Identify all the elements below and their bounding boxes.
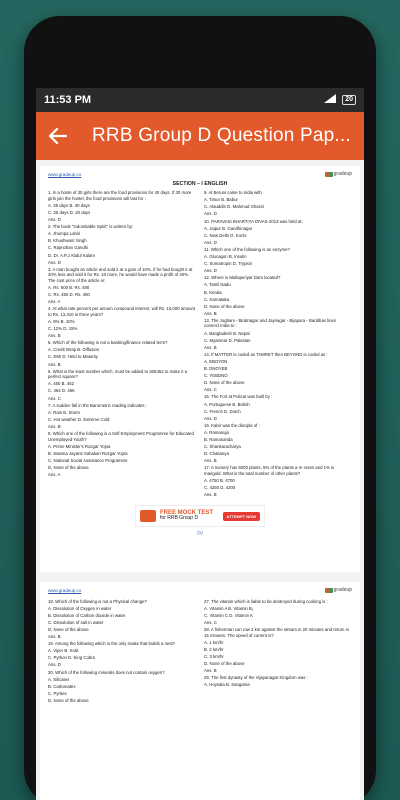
question-line: 15. The Fort at Pulicat was built by : [204, 394, 273, 400]
question-line: A. Ramanuja [204, 429, 229, 435]
question-line: C. Myanmar D. Pakistan [204, 337, 251, 343]
question-line: Ans. A [48, 299, 61, 305]
question-line: Ans. C [48, 395, 61, 401]
question-line: A. Silicates [48, 676, 70, 682]
question-line: 7. A sudden fall in the Barometric reading indicates : [48, 402, 147, 408]
question-line: 20. Which of the following minerals does not contain oxygen? [48, 669, 165, 675]
page-url[interactable]: www.gradeup.co [48, 172, 82, 177]
page-title: RRB Group D Question Pap... [92, 125, 351, 146]
question-line: B. Dissolution of Carbon dioxide in water [48, 612, 126, 618]
question-line: 13. The Jogbani - Biratnagar and Jaynagar - Bijapura - Bardibas lines connect India to : [204, 317, 337, 329]
question-line: A. Jaipur B. Gandhinagar [204, 225, 253, 231]
question-line: Ans. B [204, 344, 217, 350]
question-line: B. Carbonates [48, 683, 76, 689]
question-line: A. Timur B. Babur [204, 197, 238, 203]
question-line: Ans. B [204, 458, 217, 464]
question-line: A. 460 B. 462 [48, 381, 75, 387]
question-line: A. Bangladesh B. Nepal [204, 330, 250, 336]
status-bar [36, 88, 364, 112]
question-line: C. Pyrites [48, 690, 67, 696]
attempt-now-button[interactable]: ATTEMPT NOW [223, 512, 260, 522]
phone-screen [36, 88, 364, 800]
question-line: Ans. B [204, 668, 217, 674]
status-time: 11:53 PM [44, 94, 92, 106]
question-line: D. None of the above [204, 303, 245, 309]
question-line: B. Khushwant Singh [48, 238, 87, 244]
question-line: Ans. D [48, 662, 61, 668]
question-line: C. 25 days D. 20 days [48, 209, 91, 215]
question-line: 12. Where is Mullaperiyar Dam located? [204, 275, 281, 281]
signal-icon [324, 94, 336, 106]
question-line: Ans. D [204, 268, 217, 274]
question-line: A. Viper B. Krait [48, 648, 79, 654]
question-line: Ans. B [204, 310, 217, 316]
question-line: D. None of the above [204, 380, 245, 386]
question-line: 17. A nursery has 5000 plants. 5% of the plants a re roses and 1% is marigold. What is the total number of other plants? [204, 465, 335, 476]
question-line: D. Dr. A.P.J Abdul Kalam [48, 252, 95, 258]
question-line: 19. Among the following which is the only snake that builds a nest? [48, 641, 176, 647]
question-line: A. Credit Wrap B. Diffusion [48, 347, 100, 353]
question-line: Ans. D [204, 415, 217, 421]
question-line: C. Shankaracharya [204, 444, 241, 450]
question-line: Ans. D [48, 217, 61, 223]
question-line: A. Portuguese B. British [204, 401, 250, 407]
question-line: B. Kerala [204, 289, 222, 295]
question-line: C. Hot weather D. Extreme Cold [48, 416, 110, 422]
question-line: C. National Social Assistance Programme [48, 457, 128, 463]
question-line: Ans. C [204, 387, 217, 393]
question-line: B. 2 km/hr [204, 646, 224, 652]
question-line: D. Chaitanya [204, 451, 229, 457]
question-line: C. 4250 D. 4200 [204, 485, 236, 491]
back-arrow-icon [49, 128, 67, 144]
gradeup-logo: gradeup [325, 172, 352, 178]
question-line: 1. In a hoste of 30 girls there are the food provisions for 40 days. If 30 more girls join the hostel, the food provisions will last for : [48, 190, 192, 201]
question-line: B. Swarna Jayanti Sahakari Rozgar Yojna [48, 450, 128, 456]
question-line: 27. The vitamin which is liable to be destroyed during cooking is : [204, 598, 328, 604]
question-line: Ans. D [204, 239, 217, 245]
question-line: C. Alauddin D. Mahmud Ghazni [204, 204, 265, 210]
question-line: A. 4750 B. 4700 [204, 478, 235, 484]
section-heading: SECTION – I ENGLISH [172, 180, 228, 187]
question-line: 11. Which one of the following is an enzyme? [204, 246, 290, 252]
banner-title: FREE MOCK TEST [160, 509, 214, 516]
app-bar [36, 112, 364, 160]
question-line: 16. Kabir was the disciple of : [204, 422, 260, 428]
question-line: 8. Which one of the following is a Self-Employment Programme for Educated Unemployed Youth? [48, 430, 194, 442]
question-line: A. Tamil Nadu [204, 282, 231, 288]
question-line: 10. PARAVASI BHARTIYA DIVAS-2013 was held at: [204, 218, 303, 224]
question-line: 5. Which of the following is not a banking/finance related term? [48, 340, 168, 346]
question-line: A. Hoysala B. Sangama [204, 682, 250, 688]
question-line: C. 464 D. 466 [48, 388, 75, 394]
question-line: 4. At what rate percent per annum compound interest, will Rs. 10,000 amount to Rs. 13,310 in three years? [48, 306, 196, 317]
question-line: A. Glucagon B. Insulin [204, 254, 247, 260]
question-line: C. Rajmohan Gandhi [48, 245, 89, 251]
question-line: 18. Which of the following is not a Physical change? [48, 598, 147, 604]
question-line: Ans. D [204, 211, 217, 217]
question-line: Ans. B [48, 333, 61, 339]
question-line: D. None of the above [48, 464, 89, 470]
question-line: D. None of the above [48, 626, 89, 632]
question-line: C. YEBDNO [204, 373, 228, 379]
question-line: A. 8% B. 10% [48, 318, 75, 324]
question-line: Ans. A [48, 472, 61, 478]
question-line: Ans. B [48, 361, 61, 367]
question-line: Ans. B [48, 634, 61, 640]
question-line: C. Python D. King Cobra [48, 655, 96, 661]
left-column [48, 190, 196, 499]
question-line: C. French D. Dutch [204, 408, 241, 414]
question-line: 28. A fisherman can row 2 km against the stream in 20 minutes and return in 15 minutes. The speed of current is? [204, 626, 349, 638]
question-line: C. Rs. 450 D. Rs. 400 [48, 292, 90, 298]
question-line: Ans. D [48, 259, 61, 265]
page-url[interactable]: www.gradeup.co [48, 588, 82, 593]
right-column [204, 190, 352, 499]
question-line: C. Vitamin C D. Vitamin K [204, 612, 254, 618]
question-line: C. Karnataka [204, 296, 230, 302]
question-line: A. Vitamin A B. Vitamin B₁ [204, 605, 254, 611]
question-line: C. EMI D. Held to Maturity [48, 354, 98, 360]
mock-test-banner[interactable] [135, 505, 265, 527]
train-icon [140, 510, 156, 522]
left-column [48, 599, 196, 705]
question-line: C. Dissolution of salt in water [48, 619, 104, 625]
question-line: C. 3 km/hr [204, 653, 224, 659]
question-line: C. 12% D. 15% [48, 326, 78, 332]
question-line: 6. What is the least number which, must be added to 306452 to make it a perfect square? [48, 368, 188, 380]
question-line: A. 1 km/hr [204, 639, 224, 645]
question-line: 14. If MATTER is coded as TAMRET then BEYOND is coded as : [204, 351, 328, 357]
back-button[interactable] [46, 124, 70, 148]
question-line: A. 35 days B. 30 days [48, 202, 90, 208]
question-line: Ans. C [204, 619, 217, 625]
question-line: A. Prime Minister's Rozgar Yojna [48, 443, 111, 449]
question-line: D. None of the above [48, 697, 89, 703]
page-number: (1) [197, 530, 203, 536]
pdf-page-1 [40, 166, 360, 572]
question-line: 3. A man bought an article and sold it at a gain of 10%. If he had bought it at 20% less and sold it for Rs. 10 more, he would have made a profit of 40%. The cost price of the article is: [48, 266, 193, 283]
gradeup-logo: gradeup [325, 588, 352, 594]
question-line: Ans. B [48, 423, 61, 429]
question-line: A. Rain B. Storm [48, 409, 80, 415]
banner-subtitle: for RRB Group D [160, 515, 199, 522]
question-line: 29. The first dynasty of the Vijayanagar Kingdom was : [204, 675, 308, 681]
question-line: B. DNOYEB [204, 366, 228, 372]
question-line: A. Rs. 500 B. Rs. 480 [48, 285, 90, 290]
pdf-viewer[interactable] [36, 160, 364, 800]
question-line: A. Jhumpa Lahiri [48, 231, 81, 237]
question-line: A. EBOYDN [204, 358, 228, 364]
question-line: C. New Delhi D. Kochi [204, 232, 247, 238]
battery-icon: 20 [342, 95, 356, 105]
question-line: 9. Al Beruni came to India with [204, 190, 262, 196]
question-line: 2. The book "Indomitable Spirit" is written by: [48, 224, 134, 230]
question-line: C. Somatropin D. Trypsin [204, 261, 252, 267]
question-line: Ans. B [204, 492, 217, 498]
question-line: B. Ramananda [204, 436, 233, 442]
question-line: D. None of the above [204, 660, 245, 666]
pdf-page-2 [40, 582, 360, 800]
question-line: A. Dissolution of Oxygen in water [48, 605, 112, 611]
right-column [204, 599, 352, 705]
